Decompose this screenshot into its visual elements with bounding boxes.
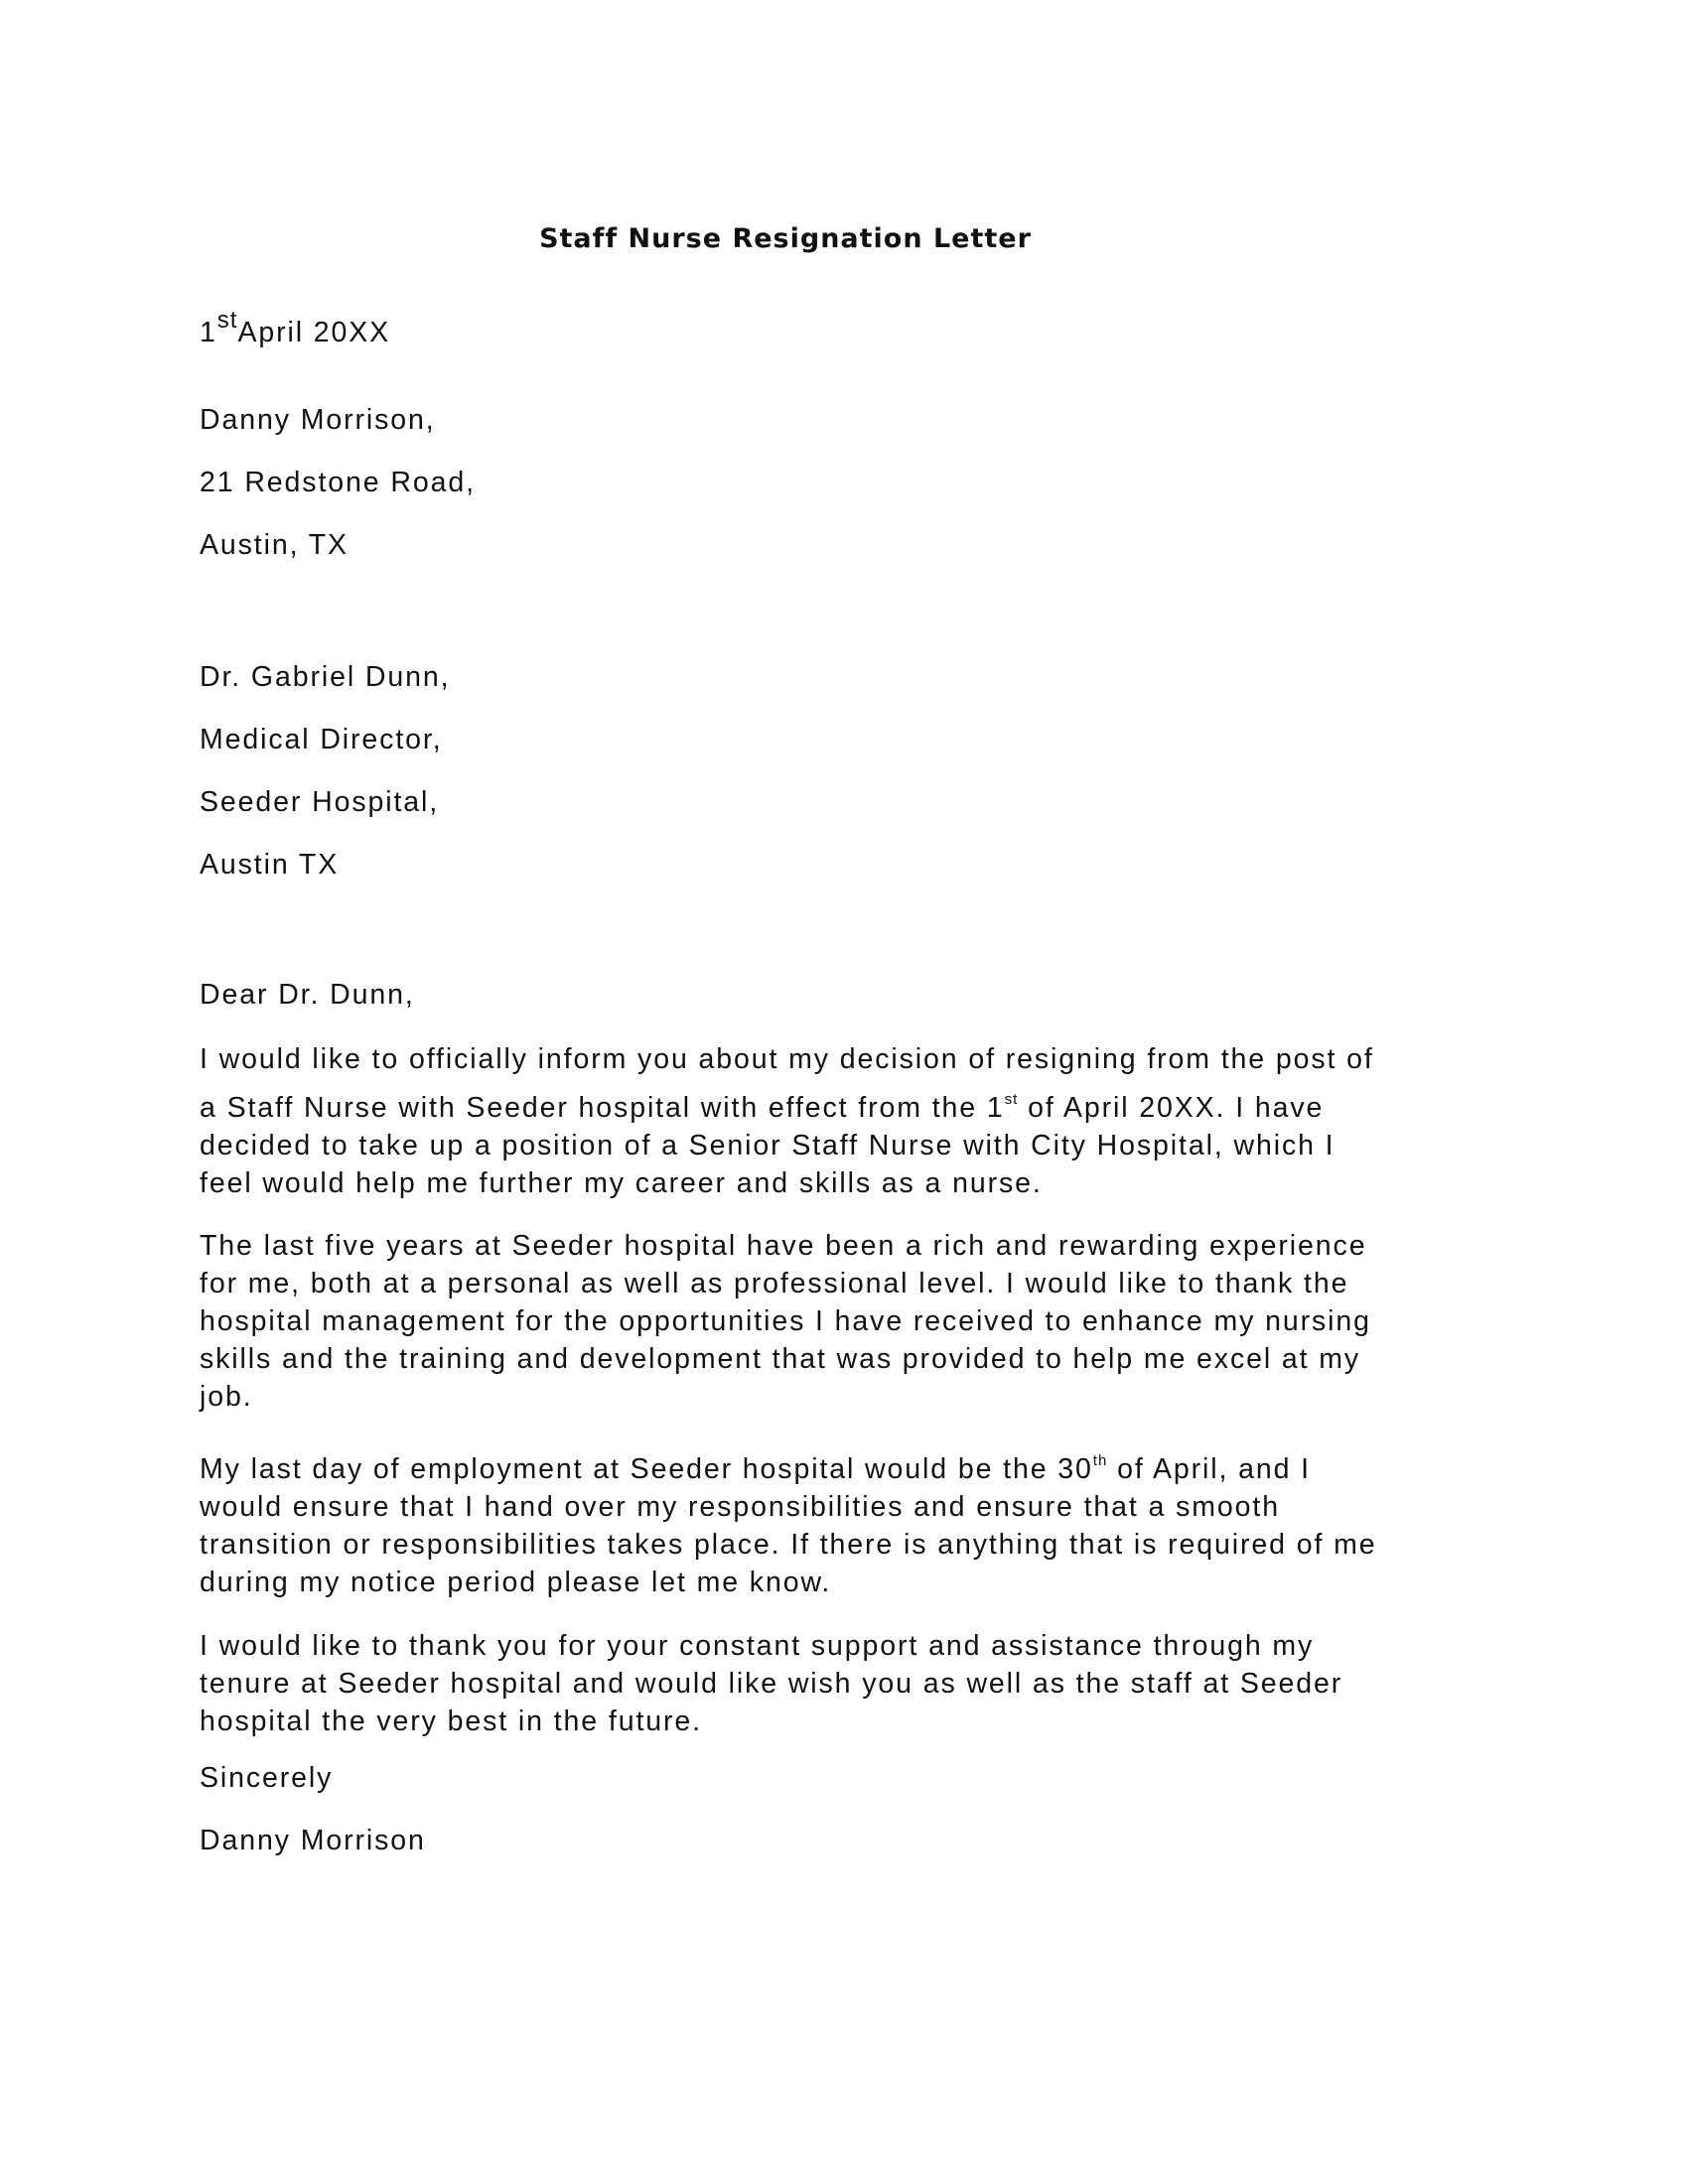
paragraph-1-line-2-post: of April 20XX. I have bbox=[1018, 1092, 1325, 1124]
sender-city: Austin, TX bbox=[200, 529, 349, 561]
paragraph-1-line-1: I would like to officially inform you about my decision of resigning from the post of bbox=[200, 1043, 1374, 1075]
paragraph-3-line-2: would ensure that I hand over my responsibilities and ensure that a smooth bbox=[200, 1491, 1280, 1523]
sender-name: Danny Morrison, bbox=[200, 404, 436, 436]
recipient-title: Medical Director, bbox=[200, 724, 443, 755]
paragraph-1 bbox=[200, 1089, 1391, 1202]
letter-title: Staff Nurse Resignation Letter bbox=[539, 223, 1032, 254]
letter-date bbox=[200, 307, 391, 349]
paragraph-1-line-4: feel would help me further my career and skills as a nurse. bbox=[200, 1167, 1043, 1199]
recipient-city: Austin TX bbox=[200, 849, 340, 881]
paragraph-4 bbox=[200, 1627, 1391, 1740]
paragraph-2-line: for me, both at a personal as well as professional level. I would like to thank the bbox=[200, 1268, 1349, 1299]
paragraph-4-line: I would like to thank you for your constant support and assistance through my bbox=[200, 1630, 1315, 1662]
paragraph-3-line-4: during my notice period please let me know. bbox=[200, 1567, 832, 1598]
paragraph-4-line: hospital the very best in the future. bbox=[200, 1706, 702, 1737]
paragraph-1-line-3: decided to take up a position of a Senior Staff Nurse with City Hospital, which I bbox=[200, 1130, 1336, 1161]
closing: Sincerely bbox=[200, 1762, 334, 1794]
paragraph-2 bbox=[200, 1227, 1391, 1416]
paragraph-1-line-2 bbox=[200, 1089, 1391, 1127]
paragraph-2-line: skills and the training and development that was provided to help me excel at my bbox=[200, 1343, 1361, 1375]
paragraph-3-line-1 bbox=[200, 1450, 1391, 1488]
date-rest: April 20XX bbox=[237, 317, 391, 348]
paragraph-2-line: hospital management for the opportunities I have received to enhance my nursing bbox=[200, 1305, 1371, 1337]
date-day: 1 bbox=[200, 317, 217, 348]
paragraph-2-line: job. bbox=[200, 1381, 253, 1413]
paragraph-1-superscript: st bbox=[1004, 1091, 1019, 1108]
paragraph-3 bbox=[200, 1450, 1391, 1601]
paragraph-4-line: tenure at Seeder hospital and would like wish you as well as the staff at Seeder bbox=[200, 1668, 1343, 1700]
paragraph-3-superscript: th bbox=[1092, 1452, 1108, 1469]
salutation: Dear Dr. Dunn, bbox=[200, 979, 415, 1011]
recipient-organization: Seeder Hospital, bbox=[200, 786, 440, 818]
paragraph-3-line-3: transition or responsibilities takes place. If there is anything that is required of me bbox=[200, 1529, 1377, 1561]
paragraph-3-line-1-pre: My last day of employment at Seeder hospital would be the 30 bbox=[200, 1453, 1093, 1485]
paragraph-3-line-1-post: of April, and I bbox=[1107, 1453, 1311, 1485]
paragraph-1-line-2-pre: a Staff Nurse with Seeder hospital with effect from the 1 bbox=[200, 1092, 1005, 1124]
recipient-name: Dr. Gabriel Dunn, bbox=[200, 661, 451, 693]
paragraph-2-line: The last five years at Seeder hospital have been a rich and rewarding experience bbox=[200, 1230, 1367, 1262]
signature-name: Danny Morrison bbox=[200, 1825, 426, 1856]
date-suffix: st bbox=[216, 307, 238, 334]
sender-street: 21 Redstone Road, bbox=[200, 467, 476, 498]
